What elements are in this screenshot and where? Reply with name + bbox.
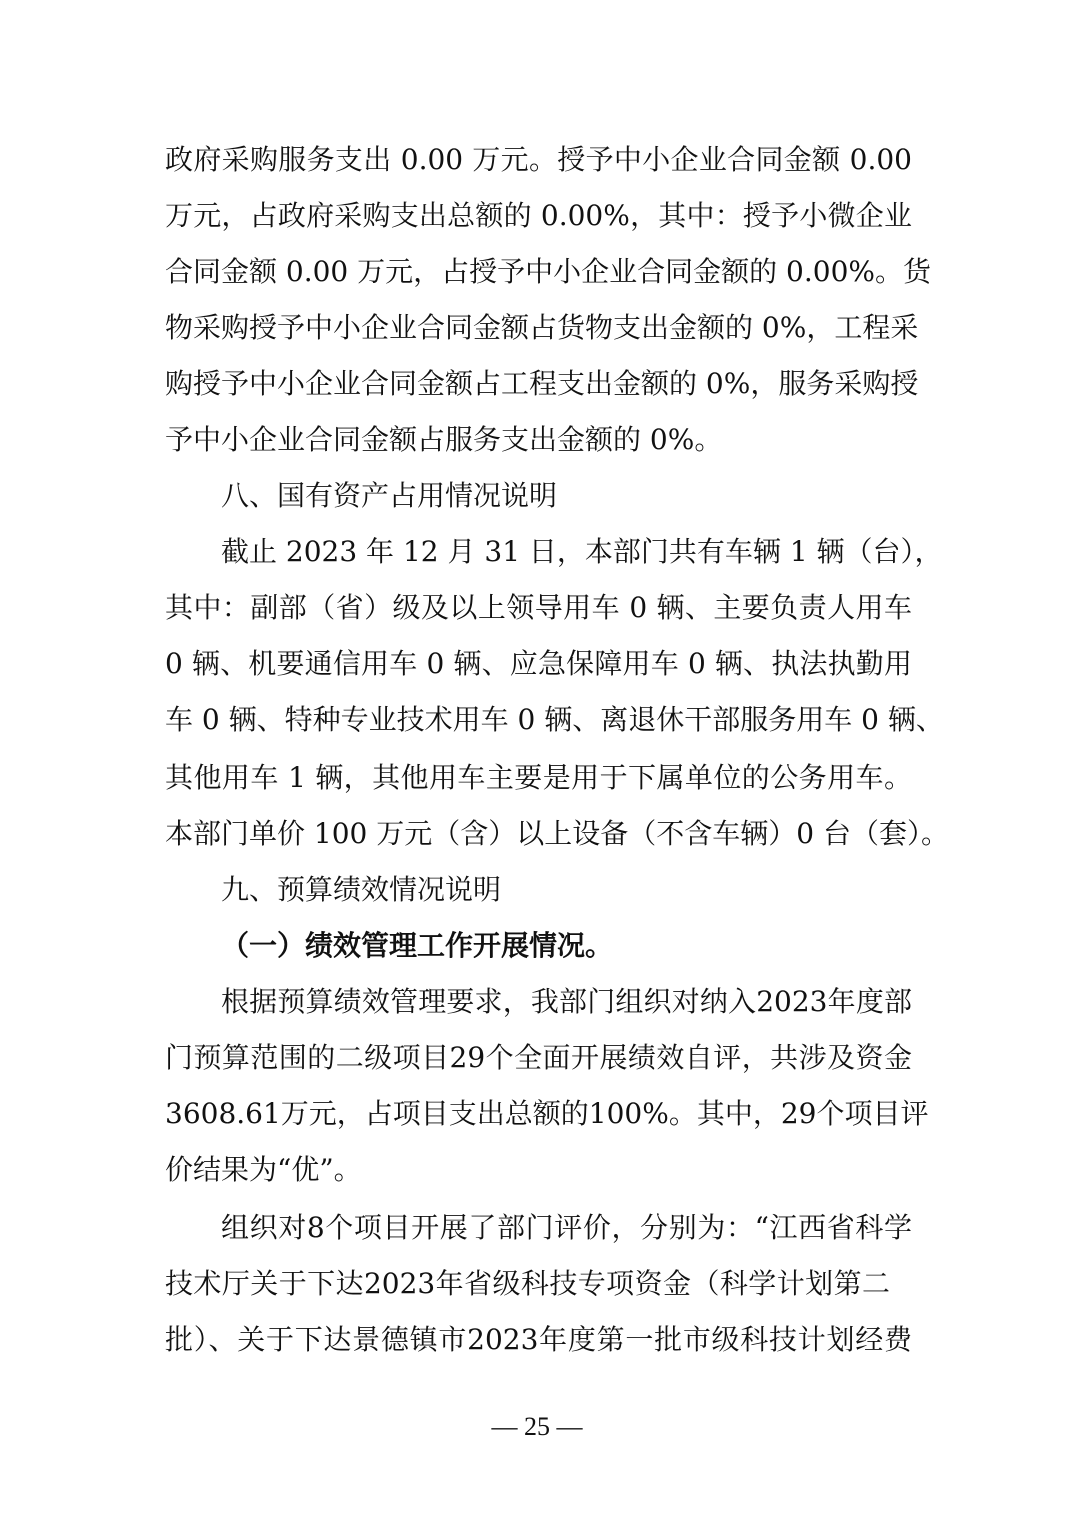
text-line: 车 0 辆、特种专业技术用车 0 辆、离退休干部服务用车 0 辆、 <box>165 703 944 736</box>
text-line: 万元，占政府采购支出总额的 0.00%，其中：授予小微企业 <box>165 199 912 232</box>
text-line: 组织对8个项目开展了部门评价，分别为：“江西省科学 <box>221 1211 912 1244</box>
text-line: 其中：副部（省）级及以上领导用车 0 辆、主要负责人用车 <box>165 591 912 624</box>
text-line: 予中小企业合同金额占服务支出金额的 0%。 <box>165 423 723 456</box>
text-line: 门预算范围的二级项目29个全面开展绩效自评，共涉及资金 <box>165 1041 912 1074</box>
section-heading-9: 九、预算绩效情况说明 <box>221 873 502 906</box>
text-line: 购授予中小企业合同金额占工程支出金额的 0%，服务采购授 <box>165 367 919 400</box>
text-line: 根据预算绩效管理要求，我部门组织对纳入2023年度部 <box>221 985 912 1018</box>
text-line: 价结果为“优”。 <box>165 1153 362 1186</box>
section-heading-8: 八、国有资产占用情况说明 <box>221 479 558 512</box>
text-line: 技术厅关于下达2023年省级科技专项资金（科学计划第二 <box>165 1267 890 1300</box>
text-line: 0 辆、机要通信用车 0 辆、应急保障用车 0 辆、执法执勤用 <box>165 647 912 680</box>
text-line: 截止 2023 年 12 月 31 日，本部门共有车辆 1 辆（台）， <box>221 535 943 568</box>
subsection-heading: （一）绩效管理工作开展情况。 <box>221 929 614 962</box>
text-line: 本部门单价 100 万元（含）以上设备（不含车辆）0 台（套）。 <box>165 817 949 850</box>
page-number: — 25 — <box>491 1412 583 1441</box>
text-line: 其他用车 1 辆，其他用车主要是用于下属单位的公务用车。 <box>165 761 912 794</box>
text-line: 合同金额 0.00 万元，占授予中小企业合同金额的 0.00%。货 <box>165 255 931 288</box>
text-line: 3608.61万元，占项目支出总额的100%。其中，29个项目评 <box>165 1097 929 1130</box>
text-line: 政府采购服务支出 0.00 万元。授予中小企业合同金额 0.00 <box>165 143 912 176</box>
text-line: 批）、关于下达景德镇市2023年度第一批市级科技计划经费 <box>165 1323 912 1356</box>
text-line: 物采购授予中小企业合同金额占货物支出金额的 0%，工程采 <box>165 311 919 344</box>
